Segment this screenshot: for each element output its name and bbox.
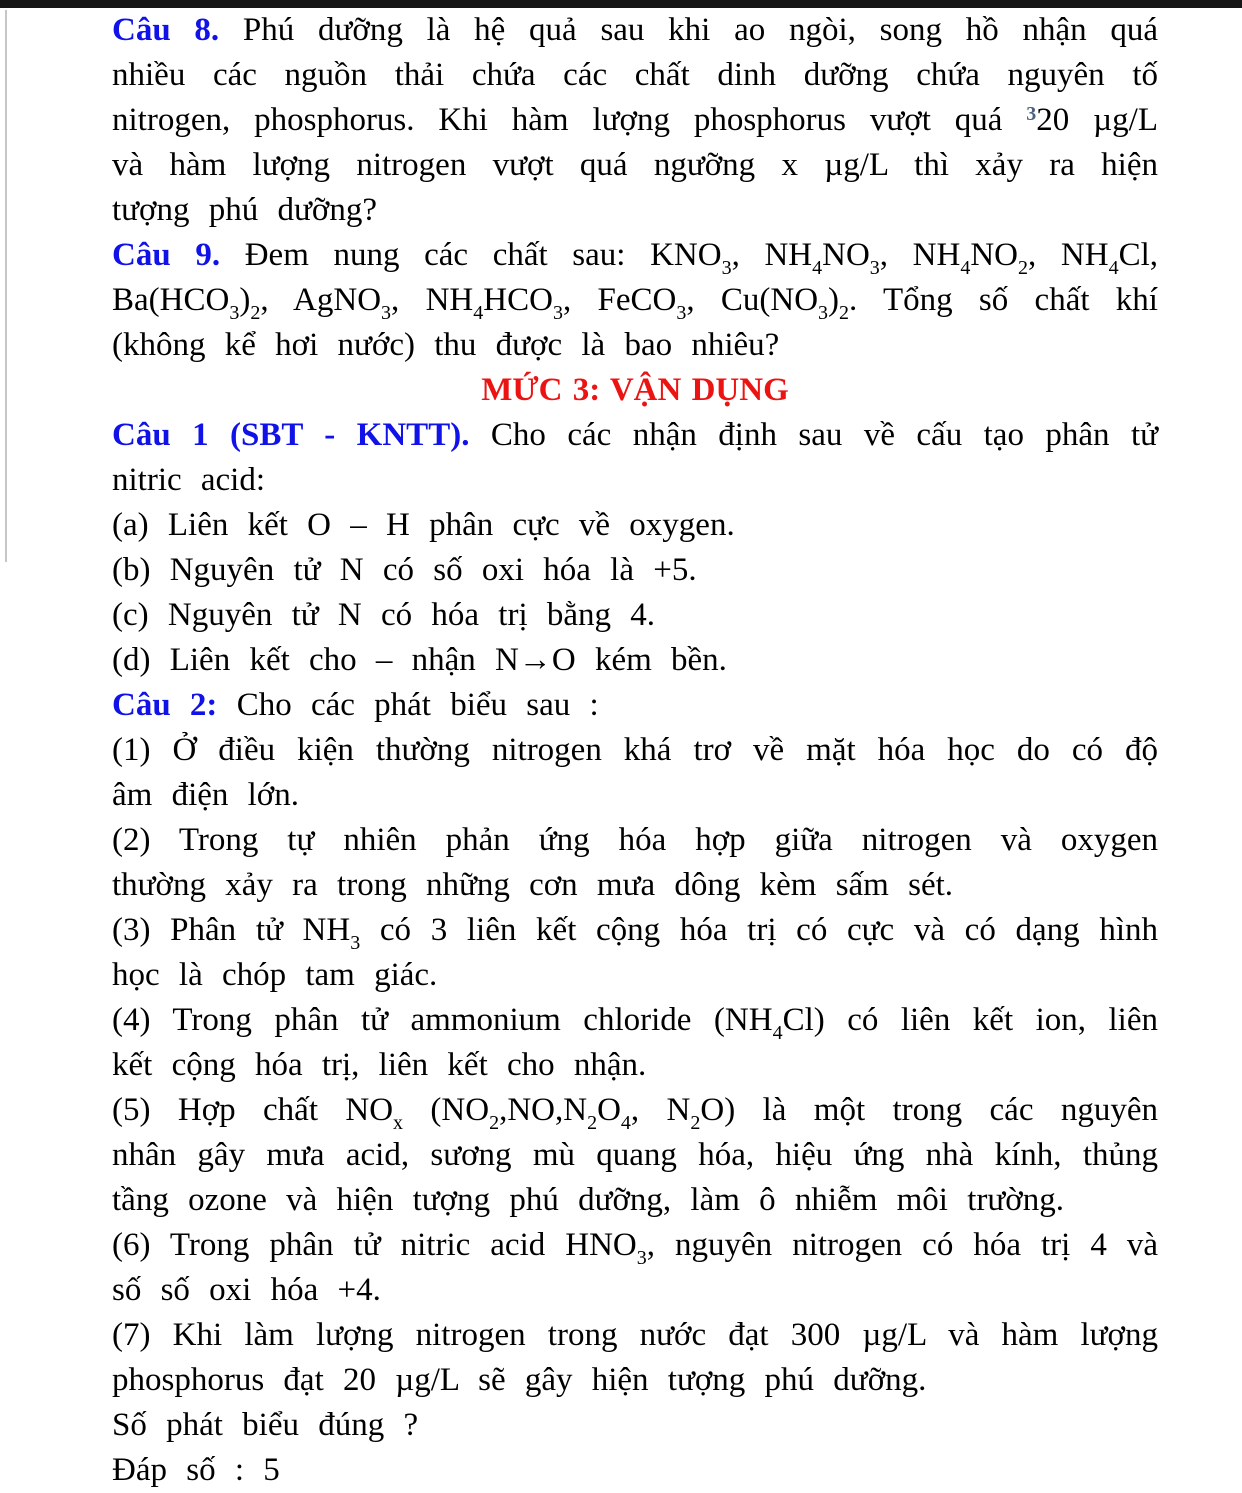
statement-d [112,638,1158,683]
question-1-intro [112,413,1158,503]
chemical-subscript: x [393,1112,404,1134]
text-run: (6) Trong phân tử nitric acid HNO [112,1227,637,1263]
statement-2 [112,818,1158,908]
text-run: O [597,1092,621,1128]
top-border-bar [0,0,1242,8]
answer-line [112,1448,1158,1493]
statement-7 [112,1313,1158,1403]
chemical-subscript: 2 [839,302,850,324]
chemical-subscript: 4 [620,1112,631,1134]
text-run: , FeCO [562,282,677,318]
text-run: (a) Liên kết O – H phân cực về oxygen. [112,507,735,543]
statement-5 [112,1088,1158,1223]
statement-c [112,593,1158,638]
text-run: Đem nung các chất sau: KNO [220,237,722,273]
text-run: , N [630,1092,691,1128]
chemical-subscript: 4 [473,302,484,324]
left-border-line [5,10,7,562]
question-8 [112,8,1158,233]
chemical-subscript: 2 [1018,257,1029,279]
text-run: Cho các nhận định sau về cấu tạo phân tử nitric acid: [112,417,1159,498]
statement-a [112,503,1158,548]
text-run: Đáp số : 5 [112,1452,280,1488]
text-run: O) là một trong các nguyên nhân gây mưa acid, sương mù quang hóa, hiệu ứng nhà kính, thủng tầng ozone và hiện tượng phú dưỡng, làm ô nhiễm môi trường. [112,1092,1159,1218]
text-run: (d) Liên kết cho – nhận N→O kém bền. [112,642,727,678]
text-run: (7) Khi làm lượng nitrogen trong nước đạt 300 µg/L và hàm lượng phosphorus đạt 20 µg/L sẽ gây hiện tượng phú dưỡng. [112,1317,1158,1398]
text-run: (2) Trong tự nhiên phản ứng hóa hợp giữa nitrogen và oxygen thường xảy ra trong những cơn mưa dông kèm sấm sét. [112,822,1158,903]
text-run: , NH [1028,237,1109,273]
text-run: Cl) có liên kết ion, liên kết cộng hóa trị, liên kết cho nhận. [112,1002,1158,1083]
text-run: , nguyên nitrogen có hóa trị 4 và số số oxi hóa +4. [112,1227,1159,1308]
text-run: (3) Phân tử NH [112,912,351,948]
question-label: Câu 8. [112,12,220,48]
chemical-subscript: 2 [690,1112,701,1134]
text-run: , NH [391,282,474,318]
question-label: Câu 1 (SBT - KNTT). [112,417,470,453]
text-run: (1) Ở điều kiện thường nitrogen khá trơ về mặt hóa học do có độ âm điện lớn. [112,732,1158,813]
chemical-subscript: 2 [489,1112,500,1134]
chemical-subscript: 3 [818,302,829,324]
text-run: 20 µg/L và hàm lượng nitrogen vượt quá ngưỡng x µg/L thì xảy ra hiện tượng phú dưỡng? [112,102,1158,228]
text-run: ) [239,282,251,318]
text-run: . Tổng số chất khí (không kể hơi nước) thu được là bao nhiêu? [112,282,1158,363]
question-9 [112,233,1158,368]
final-question [112,1403,1158,1448]
section-heading-level-3 [112,368,1158,413]
text-run: NO [822,237,870,273]
text-run: (NO [403,1092,490,1128]
chemical-subscript: 3 [552,302,563,324]
text-run: HCO [483,282,553,318]
superscript-note: 3 [1026,103,1037,125]
statement-b [112,548,1158,593]
chemical-subscript: 4 [812,257,823,279]
text-run: (4) Trong phân tử ammonium chloride (NH [112,1002,773,1038]
chemical-subscript: 3 [381,302,392,324]
chemical-subscript: 4 [960,257,971,279]
text-run: , NH [879,237,961,273]
text-run: (5) Hợp chất NO [112,1092,394,1128]
chemical-subscript: 4 [772,1022,783,1044]
section-heading-text: MỨC 3: VẬN DỤNG [481,372,789,408]
text-run: Phú dưỡng là hệ quả sau khi ao ngòi, song hồ nhận quá nhiều các nguồn thải chứa các chất dinh dưỡng chứa nguyên tố nitrogen, phosphorus. Khi hàm lượng phosphorus vượt quá [112,12,1158,138]
chemical-subscript: 3 [229,302,240,324]
question-2-intro [112,683,1158,728]
statement-6 [112,1223,1158,1313]
chemical-subscript: 3 [869,257,880,279]
chemical-subscript: 4 [1108,257,1119,279]
chemical-subscript: 2 [587,1112,598,1134]
document-body [112,8,1158,1493]
text-run: (c) Nguyên tử N có hóa trị bằng 4. [112,597,656,633]
question-label: Câu 2: [112,687,218,723]
text-run: Số phát biểu đúng ? [112,1407,419,1443]
text-run: , AgNO [260,282,382,318]
statement-3 [112,908,1158,998]
chemical-subscript: 3 [676,302,687,324]
text-run: , NH [731,237,813,273]
text-run: ,NO,N [499,1092,588,1128]
text-run: có 3 liên kết cộng hóa trị có cực và có dạng hình học là chóp tam giác. [112,912,1158,993]
text-run: (b) Nguyên tử N có số oxi hóa là +5. [112,552,697,588]
statement-1 [112,728,1158,818]
chemical-subscript: 3 [721,257,732,279]
text-run: Cho các phát biểu sau : [217,687,599,723]
text-run: Cl, Ba(HCO [112,237,1158,318]
chemical-subscript: 3 [350,932,361,954]
chemical-subscript: 3 [636,1247,647,1269]
chemical-subscript: 2 [250,302,261,324]
question-label: Câu 9. [112,237,221,273]
statement-4 [112,998,1158,1088]
text-run: NO [970,237,1019,273]
text-run: ) [828,282,840,318]
text-run: , Cu(NO [686,282,819,318]
